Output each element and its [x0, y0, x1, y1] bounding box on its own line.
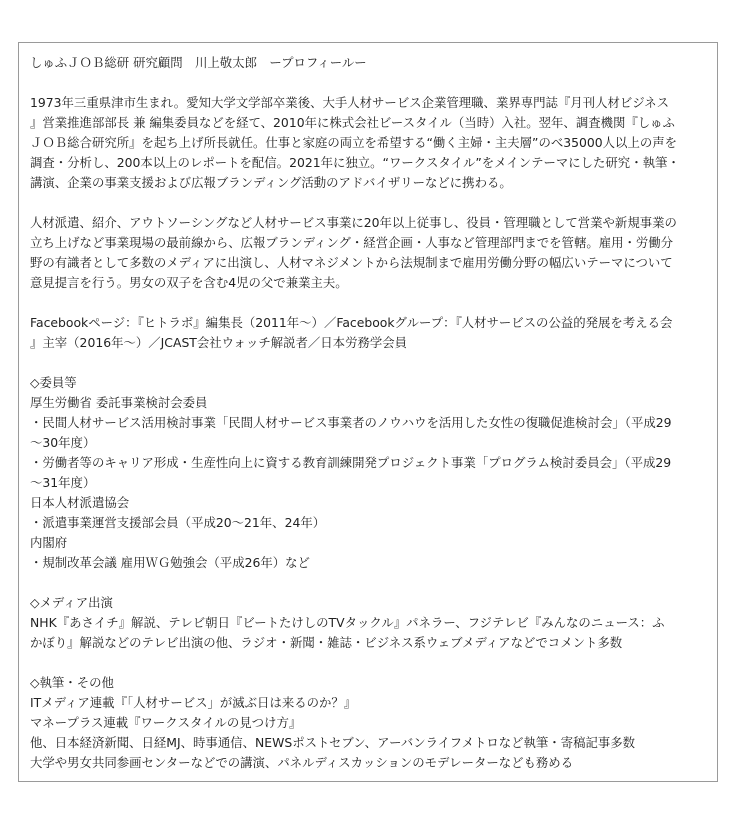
profile-text-line: 調査・分析し、200本以上のレポートを配信。2021年に独立。“ワークスタイル”をメインテーマにした研究・執筆・ [30, 155, 680, 170]
profile-text-line: ◇委員等 [30, 375, 77, 390]
blank-line [30, 353, 707, 373]
blank-line [30, 653, 707, 673]
profile-text-line: しゅふＪＯＢ総研 研究顧問 川上敬太郎 ープロフィールー [30, 55, 367, 70]
profile-text-line: Facebookページ：『ヒトラボ』編集長（2011年～）／Facebookグループ：『人材サービスの公益的発展を考える会 [30, 315, 673, 330]
profile-text-line: NHK『あさイチ』解説、テレビ朝日『ビートたけしのTVタックル』パネラー、フジテレビ『みんなのニュース：ふ [30, 615, 665, 630]
profile-text-line: ～31年度） [30, 475, 96, 490]
profile-text-line: 内閣府 [30, 535, 68, 550]
blank-line [30, 293, 707, 313]
profile-box [18, 42, 718, 782]
profile-text-line: 大学や男女共同参画センターなどでの講演、パネルディスカッションのモデレーターなども務める [30, 755, 574, 770]
profile-text-line: ・民間人材サービス活用検討事業「民間人材サービス事業者のノウハウを活用した女性の復職促進検討会」（平成29 [30, 415, 672, 430]
profile-text-line: ・労働者等のキャリア形成・生産性向上に資する教育訓練開発プロジェクト事業「プログラム検討委員会」（平成29 [30, 455, 672, 470]
profile-text-line: ・規制改革会議 雇用ＷＧ勉強会（平成26年）など [30, 555, 310, 570]
blank-line [30, 73, 707, 93]
profile-text-line: 日本人材派遣協会 [30, 495, 130, 510]
profile-text-line: 』主宰（2016年～）／JCAST会社ウォッチ解説者／日本労務学会員 [30, 335, 408, 350]
blank-line [30, 573, 707, 593]
profile-text-line: 』営業推進部部長 兼 編集委員などを経て、2010年に株式会社ビースタイル（当時）入社。翌年、調査機関『しゅふ [30, 115, 675, 130]
profile-text-line: 野の有識者として多数のメディアに出演し、人材マネジメントから法規制まで雇用労働分野の幅広いテーマについて [30, 255, 673, 270]
profile-text-line: 人材派遣、紹介、アウトソーシングなど人材サービス事業に20年以上従事し、役員・管理職として営業や新規事業の [30, 215, 677, 230]
profile-text-line: ITメディア連載『「人材サービス」が滅ぶ日は来るのか？』 [30, 695, 357, 710]
profile-text-line: かぼり』解説などのテレビ出演の他、ラジオ・新聞・雑誌・ビジネス系ウェブメディアなどでコメント多数 [30, 635, 623, 650]
profile-text-line: 意見提言を行う。男女の双子を含む4児の父で兼業主夫。 [30, 275, 348, 290]
profile-text-line: 厚生労働省 委託事業検討会委員 [30, 395, 208, 410]
profile-text-line: 1973年三重県津市生まれ。愛知大学文学部卒業後、大手人材サービス企業管理職、業界専門誌『月刊人材ビジネス [30, 95, 670, 110]
profile-text-line: 立ち上げなど事業現場の最前線から、広報ブランディング・経営企画・人事など管理部門までを管轄。雇用・労働分 [30, 235, 674, 250]
profile-text-line: マネープラス連載『ワークスタイルの見つけ方』 [30, 715, 302, 730]
profile-text-line: ＪＯＢ総合研究所』を起ち上げ所長就任。仕事と家庭の両立を希望する“働く主婦・主夫層”のべ35000人以上の声を [30, 135, 678, 150]
profile-text-line: ◇メディア出演 [30, 595, 113, 610]
profile-text-line: 他、日本経済新聞、日経MJ、時事通信、NEWSポストセブン、アーバンライフメトロなど執筆・寄稿記事多数 [30, 735, 636, 750]
profile-text-line: ～30年度） [30, 435, 96, 450]
profile-text-line: 講演、企業の事業支援および広報ブランディング活動のアドバイザリーなどに携わる。 [30, 175, 512, 190]
profile-text-line: ◇執筆・その他 [30, 675, 114, 690]
profile-text-line: ・派遣事業運営支援部会員（平成20～21年、24年） [30, 515, 326, 530]
blank-line [30, 193, 707, 213]
